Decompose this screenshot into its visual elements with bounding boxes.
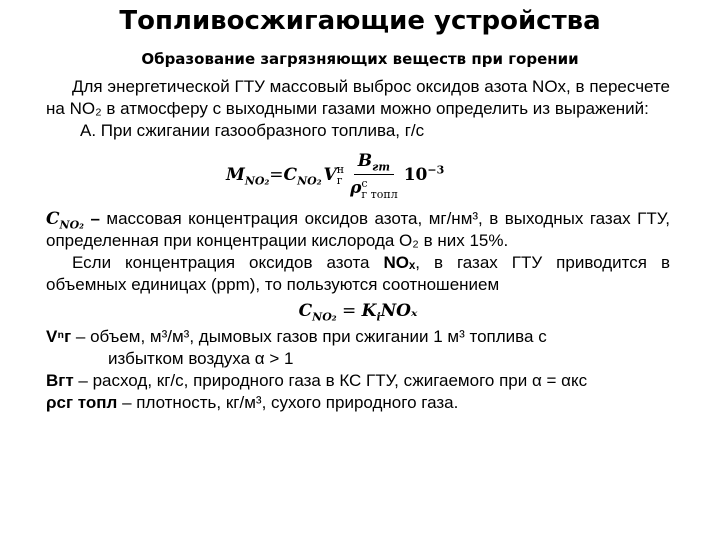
f1-denominator: ρ с г топл	[350, 176, 398, 201]
formula-ppm: $C_{NO_2} = K_iNO_x$	[298, 301, 418, 324]
f1-power: $10^{-3}$	[403, 163, 445, 185]
definition-b: Bгт – расход, кг/с, природного газа в КС ГТУ, сжигаемого при α = αкс	[46, 371, 588, 390]
definition-c-no2	[46, 208, 670, 252]
def-v-term: Vⁿг	[46, 327, 72, 346]
f1-v: V н г	[323, 163, 345, 187]
def-b-text: расход, кг/с, природного газа в КС ГТУ, сжигаемого при α = αкс	[92, 371, 588, 390]
def-b-term: Bгт	[46, 371, 74, 390]
definition-rho: ρсг топл – плотность, кг/м³, сухого природного газа.	[46, 393, 459, 412]
def-rho-text: плотность, кг/м³, сухого природного газа.	[136, 393, 459, 412]
f1-eq: =	[269, 164, 284, 185]
slide-title: Топливосжигающие устройства	[119, 6, 601, 36]
f1-fraction	[350, 150, 398, 200]
f1-lhs: $M_{NO_2}$	[226, 164, 270, 188]
f1-c: $C_{NO_2}$	[283, 164, 322, 188]
item-a: А. При сжигании газообразного топлива, г/с	[80, 121, 425, 140]
slide-body	[46, 76, 670, 414]
f1-numerator: $B_{гт}$	[354, 150, 394, 175]
def-c-term: $C_{NO_2}$	[46, 209, 84, 232]
slide-subtitle: Образование загрязняющих веществ при горении	[141, 50, 579, 68]
def-v-cont: избытком воздуха α > 1	[108, 349, 294, 368]
def-v-text: объем, м³/м³, дымовых газов при сжигании 1 м³ топлива с	[90, 327, 547, 346]
ppm-paragraph: Если концентрация оксидов азота NOₓ, в газах ГТУ приводится в объемных единицах (ppm), то пользуются соотношением	[46, 253, 670, 294]
def-c-dash: –	[84, 209, 107, 228]
def-c-text: массовая концентрация оксидов азота, мг/нм³, в выходных газах ГТУ, определенная при концентрации кислорода О₂ в них 15%.	[46, 209, 670, 250]
intro-paragraph: Для энергетической ГТУ массовый выброс оксидов азота NOx, в пересчете на NO₂ в атмосферу с выходными газами можно определить из выражений:	[46, 77, 670, 118]
def-rho-term: ρсг топл	[46, 393, 118, 412]
definition-v: Vⁿг – объем, м³/м³, дымовых газов при сжигании 1 м³ топлива с избытком воздуха α > 1	[46, 326, 670, 370]
formula-mass-emission	[46, 146, 670, 208]
